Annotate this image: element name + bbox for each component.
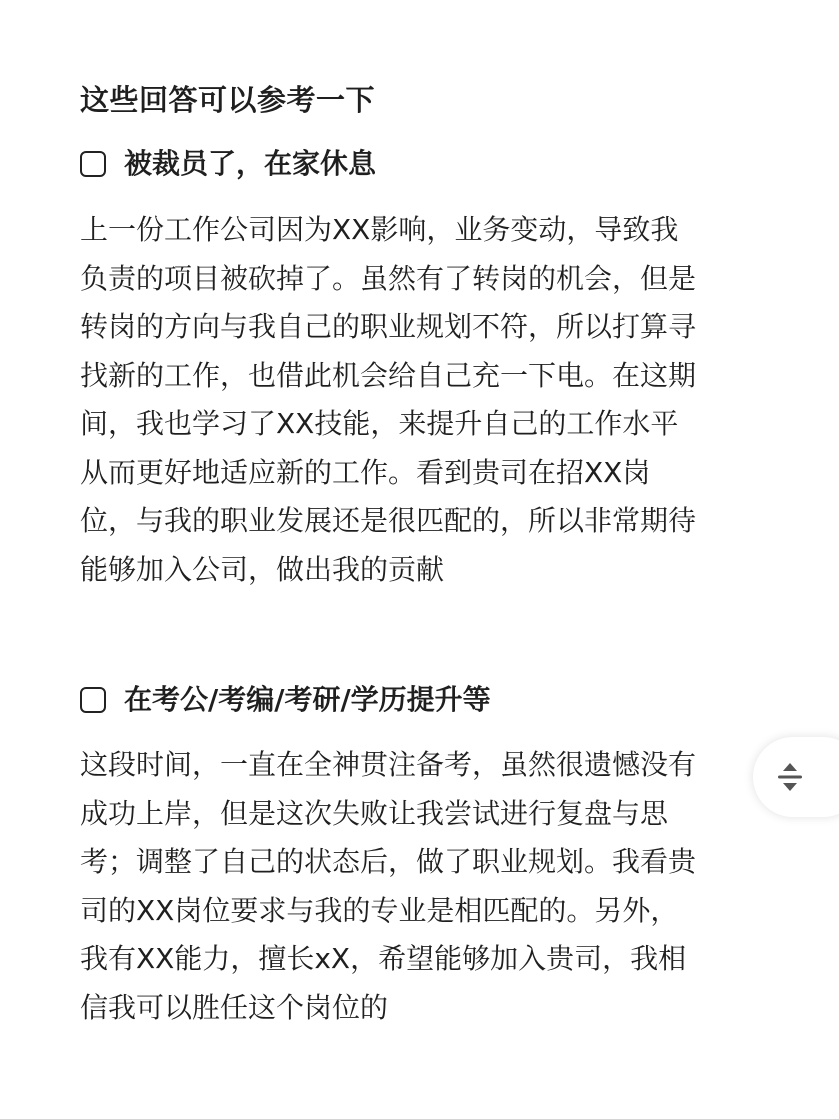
section-paragraph-exam-prep bbox=[80, 741, 760, 1032]
page-title: 这些回答可以参考一下 bbox=[80, 83, 376, 117]
section-title-laid-off bbox=[80, 144, 376, 184]
paragraph-line: 成功上岸，但是这次失败让我尝试进行复盘与思 bbox=[80, 796, 669, 830]
paragraph-line: 找新的工作，也借此机会给自己充一下电。在这期 bbox=[80, 358, 697, 392]
paragraph-line: 位，与我的职业发展还是很匹配的，所以非常期待 bbox=[80, 504, 697, 537]
scroll-handle-icon bbox=[775, 761, 805, 793]
section-title-exam-prep bbox=[80, 680, 491, 720]
paragraph-line: 能够加入公司，做出我的贡献 bbox=[80, 552, 445, 586]
paragraph-line: 转岗的方向与我自己的职业规划不符，所以打算寻 bbox=[80, 310, 697, 343]
paragraph-line: 司的XX岗位要求与我的专业是相匹配的。另外， bbox=[80, 893, 679, 927]
scroll-handle[interactable] bbox=[753, 737, 839, 817]
paragraph-line: 考；调整了自己的状态后，做了职业规划。我看贵 bbox=[80, 845, 697, 878]
paragraph-line: 上一份工作公司因为XX影响，业务变动，导致我 bbox=[80, 213, 679, 246]
paragraph-line: 信我可以胜任这个岗位的 bbox=[80, 990, 389, 1024]
paragraph-line: 从而更好地适应新的工作。看到贵司在招XX岗 bbox=[80, 455, 651, 489]
section-title-text: 在考公/考编/考研/学历提升等 bbox=[124, 683, 491, 716]
section-paragraph-laid-off bbox=[80, 206, 760, 594]
paragraph-line: 这段时间，一直在全神贯注备考，虽然很遗憾没有 bbox=[80, 748, 697, 781]
checkbox-icon[interactable] bbox=[80, 687, 106, 713]
paragraph-line: 间，我也学习了XX技能，来提升自己的工作水平 bbox=[80, 407, 679, 440]
checkbox-icon[interactable] bbox=[80, 151, 106, 177]
paragraph-line: 负责的项目被砍掉了。虽然有了转岗的机会，但是 bbox=[80, 261, 697, 295]
paragraph-line: 我有XX能力，擅长xX，希望能够加入贵司，我相 bbox=[80, 942, 687, 975]
section-title-text: 被裁员了，在家休息 bbox=[124, 147, 377, 180]
